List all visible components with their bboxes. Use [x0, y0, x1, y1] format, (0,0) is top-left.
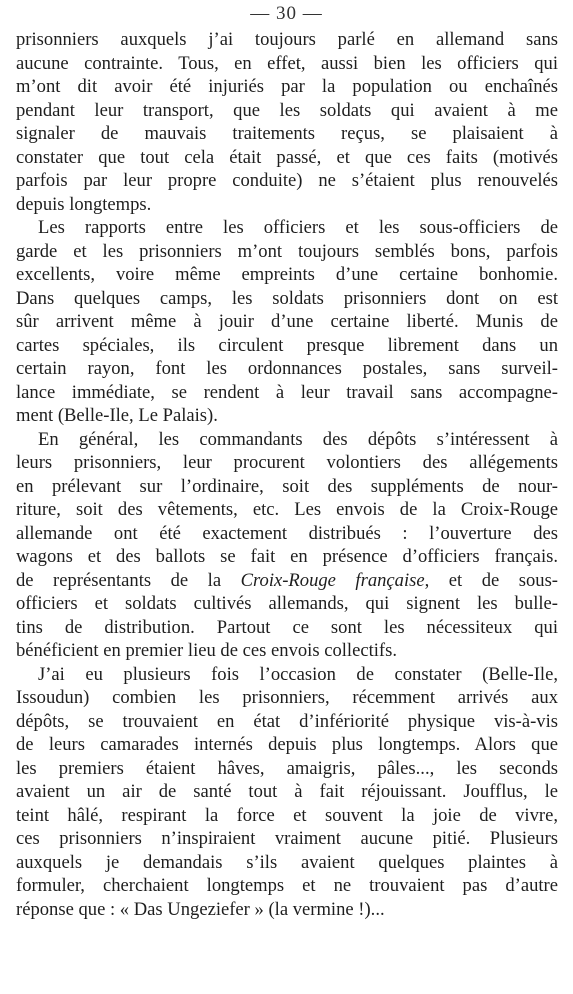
text-line: depuis longtemps. [16, 193, 152, 215]
text-line-with-italic: de représentants de la Croix-Rouge française, et de sous- [16, 569, 558, 591]
text-line: lance immédiate, se rendent à leur travail sans accompagne- [16, 381, 558, 403]
text-line: teint hâlé, respirant la force et souvent la joie de vivre, [16, 804, 558, 826]
text-line: signaler de mauvais traitements reçus, se plaisaient à [16, 123, 558, 144]
text-line: wagons et des ballots se fait en présence d’officiers français. [16, 546, 558, 567]
text-line: riture, soit des vêtements, etc. Les envois de la Croix-Rouge [16, 499, 558, 520]
text-line: Issoudun) combien les prisonniers, récemment arrivés aux [16, 687, 558, 708]
text-line: formuler, cherchaient longtemps et ne trouvaient pas d’autre [16, 875, 558, 896]
text-line: Les rapports entre les officiers et les sous-officiers de [38, 217, 558, 238]
text-line: prisonniers auxquels j’ai toujours parlé en allemand sans [16, 29, 558, 50]
text-line: tins de distribution. Partout ce sont les nécessiteux qui [16, 616, 558, 638]
text-line: En général, les commandants des dépôts s’intéressent à [38, 428, 558, 450]
paragraph-4 [16, 663, 558, 922]
text-line: ment (Belle-Ile, Le Palais). [16, 405, 218, 426]
text-line: avaient un air de santé tout à fait réjouissant. Joufflus, le [16, 781, 558, 802]
text-line: dépôts, se trouvaient en état d’infériorité physique vis-à-vis [16, 710, 558, 732]
text-line: J’ai eu plusieurs fois l’occasion de constater (Belle-Ile, [38, 663, 558, 685]
text-line: officiers et soldats cultivés allemands, qui signent les bulle- [16, 593, 558, 614]
text-line: Dans quelques camps, les soldats prisonniers dont on est [16, 287, 558, 309]
text-line: certain rayon, font les ordonnances postales, sans surveil- [16, 358, 558, 379]
text-line: auxquels je demandais s’ils avaient quelques plaintes à [16, 851, 558, 873]
text-line: allemande ont été exactement distribués : l’ouverture des [16, 522, 558, 544]
text-line: de leurs camarades internés depuis plus longtemps. Alors que [16, 734, 558, 755]
paragraph-3 [16, 428, 558, 663]
italic-phrase: Croix-Rouge française [240, 569, 425, 591]
text-line: aucune contrainte. Tous, en effet, aussi bien les officiers qui [16, 52, 558, 74]
text-line: parfois par leur propre conduite) ne s’étaient plus renouvelés [16, 170, 558, 191]
text-line: ces prisonniers n’inspiraient vraiment aucune pitié. Plusieurs [16, 828, 558, 849]
text-line: cartes spéciales, ils circulent presque librement dans un [16, 334, 558, 356]
text-line: m’ont dit avoir été injuriés par la population ou enchaînés [16, 76, 558, 97]
page-number: — 30 — [250, 3, 323, 24]
text-line: leurs prisonniers, leur procurent volontiers des allégements [16, 452, 558, 473]
text-line: constater que tout cela était passé, et que ces faits (motivés [16, 146, 558, 168]
text-line: bénéficient en premier lieu de ces envois collectifs. [16, 640, 398, 661]
text-line: les premiers étaient hâves, amaigris, pâles..., les seconds [16, 757, 558, 779]
body-text [16, 28, 558, 921]
text-line: sûr arrivent même à jouir d’une certaine liberté. Munis de [16, 311, 558, 332]
paragraph-2 [16, 216, 558, 428]
text-line: pendant leur transport, que les soldats qui avaient à me [16, 99, 558, 121]
text-line: garde et les prisonniers m’ont toujours semblés bons, parfois [16, 240, 558, 262]
text-line: en prélevant sur l’ordinaire, soit des suppléments de nour- [16, 475, 558, 497]
paragraph-1 [16, 28, 558, 216]
text-line: réponse que : « Das Ungeziefer » (la vermine !)... [16, 898, 385, 920]
text-line: excellents, voire même empreints d’une certaine bonhomie. [16, 264, 558, 285]
